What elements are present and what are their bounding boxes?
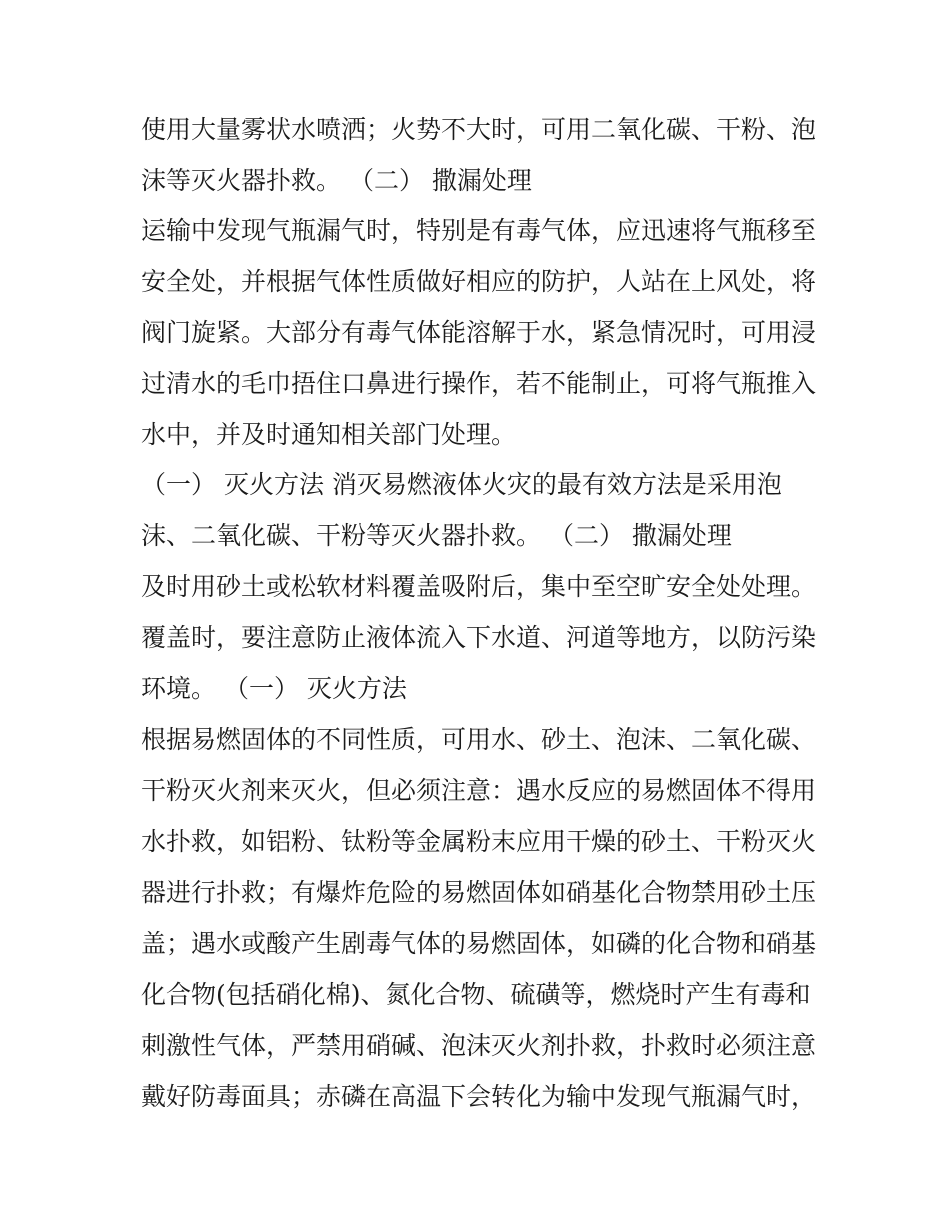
text-line: 过清水的毛巾捂住口鼻进行操作，若不能制止，可将气瓶推入: [141, 369, 817, 398]
text-line: 沫等灭火器扑救。 （二） 撒漏处理: [141, 166, 532, 195]
text-line: 运输中发现气瓶漏气时，特别是有毒气体，应迅速将气瓶移至: [141, 216, 817, 245]
text-line: 水中，并及时通知相关部门处理。: [141, 420, 517, 449]
text-line: 水扑救，如铝粉、钛粉等金属粉末应用干燥的砂土、干粉灭火: [141, 827, 817, 856]
text-line: 使用大量雾状水喷洒；火势不大时，可用二氧化碳、干粉、泡: [141, 115, 817, 144]
text-line: 化合物(包括硝化棉)、氮化合物、硫磺等，燃烧时产生有毒和: [141, 980, 811, 1009]
text-line: 戴好防毒面具；赤磷在高温下会转化为输中发现气瓶漏气时，: [141, 1082, 817, 1111]
text-line: 沫、二氧化碳、干粉等灭火器扑救。 （二） 撒漏处理: [141, 521, 732, 550]
text-line: 器进行扑救；有爆炸危险的易燃固体如硝基化合物禁用砂土压: [141, 878, 817, 907]
text-line: 刺激性气体，严禁用硝碱、泡沫灭火剂扑救，扑救时必须注意: [141, 1031, 817, 1060]
text-line: 环境。 （一） 灭火方法: [141, 674, 407, 703]
text-line: 根据易燃固体的不同性质，可用水、砂土、泡沫、二氧化碳、: [141, 725, 817, 754]
text-line: 盖；遇水或酸产生剧毒气体的易燃固体，如磷的化合物和硝基: [141, 929, 817, 958]
text-line: （一） 灭火方法 消灭易燃液体火灾的最有效方法是采用泡: [141, 470, 782, 499]
text-line: 阀门旋紧。大部分有毒气体能溶解于水，紧急情况时，可用浸: [141, 318, 817, 347]
text-line: 干粉灭火剂来灭火，但必须注意：遇水反应的易燃固体不得用: [141, 776, 817, 805]
text-line: 及时用砂土或松软材料覆盖吸附后，集中至空旷安全处处理。: [141, 572, 817, 601]
text-line: 覆盖时，要注意防止液体流入下水道、河道等地方，以防污染: [141, 623, 817, 652]
text-line: 安全处，并根据气体性质做好相应的防护，人站在上风处，将: [141, 267, 817, 296]
